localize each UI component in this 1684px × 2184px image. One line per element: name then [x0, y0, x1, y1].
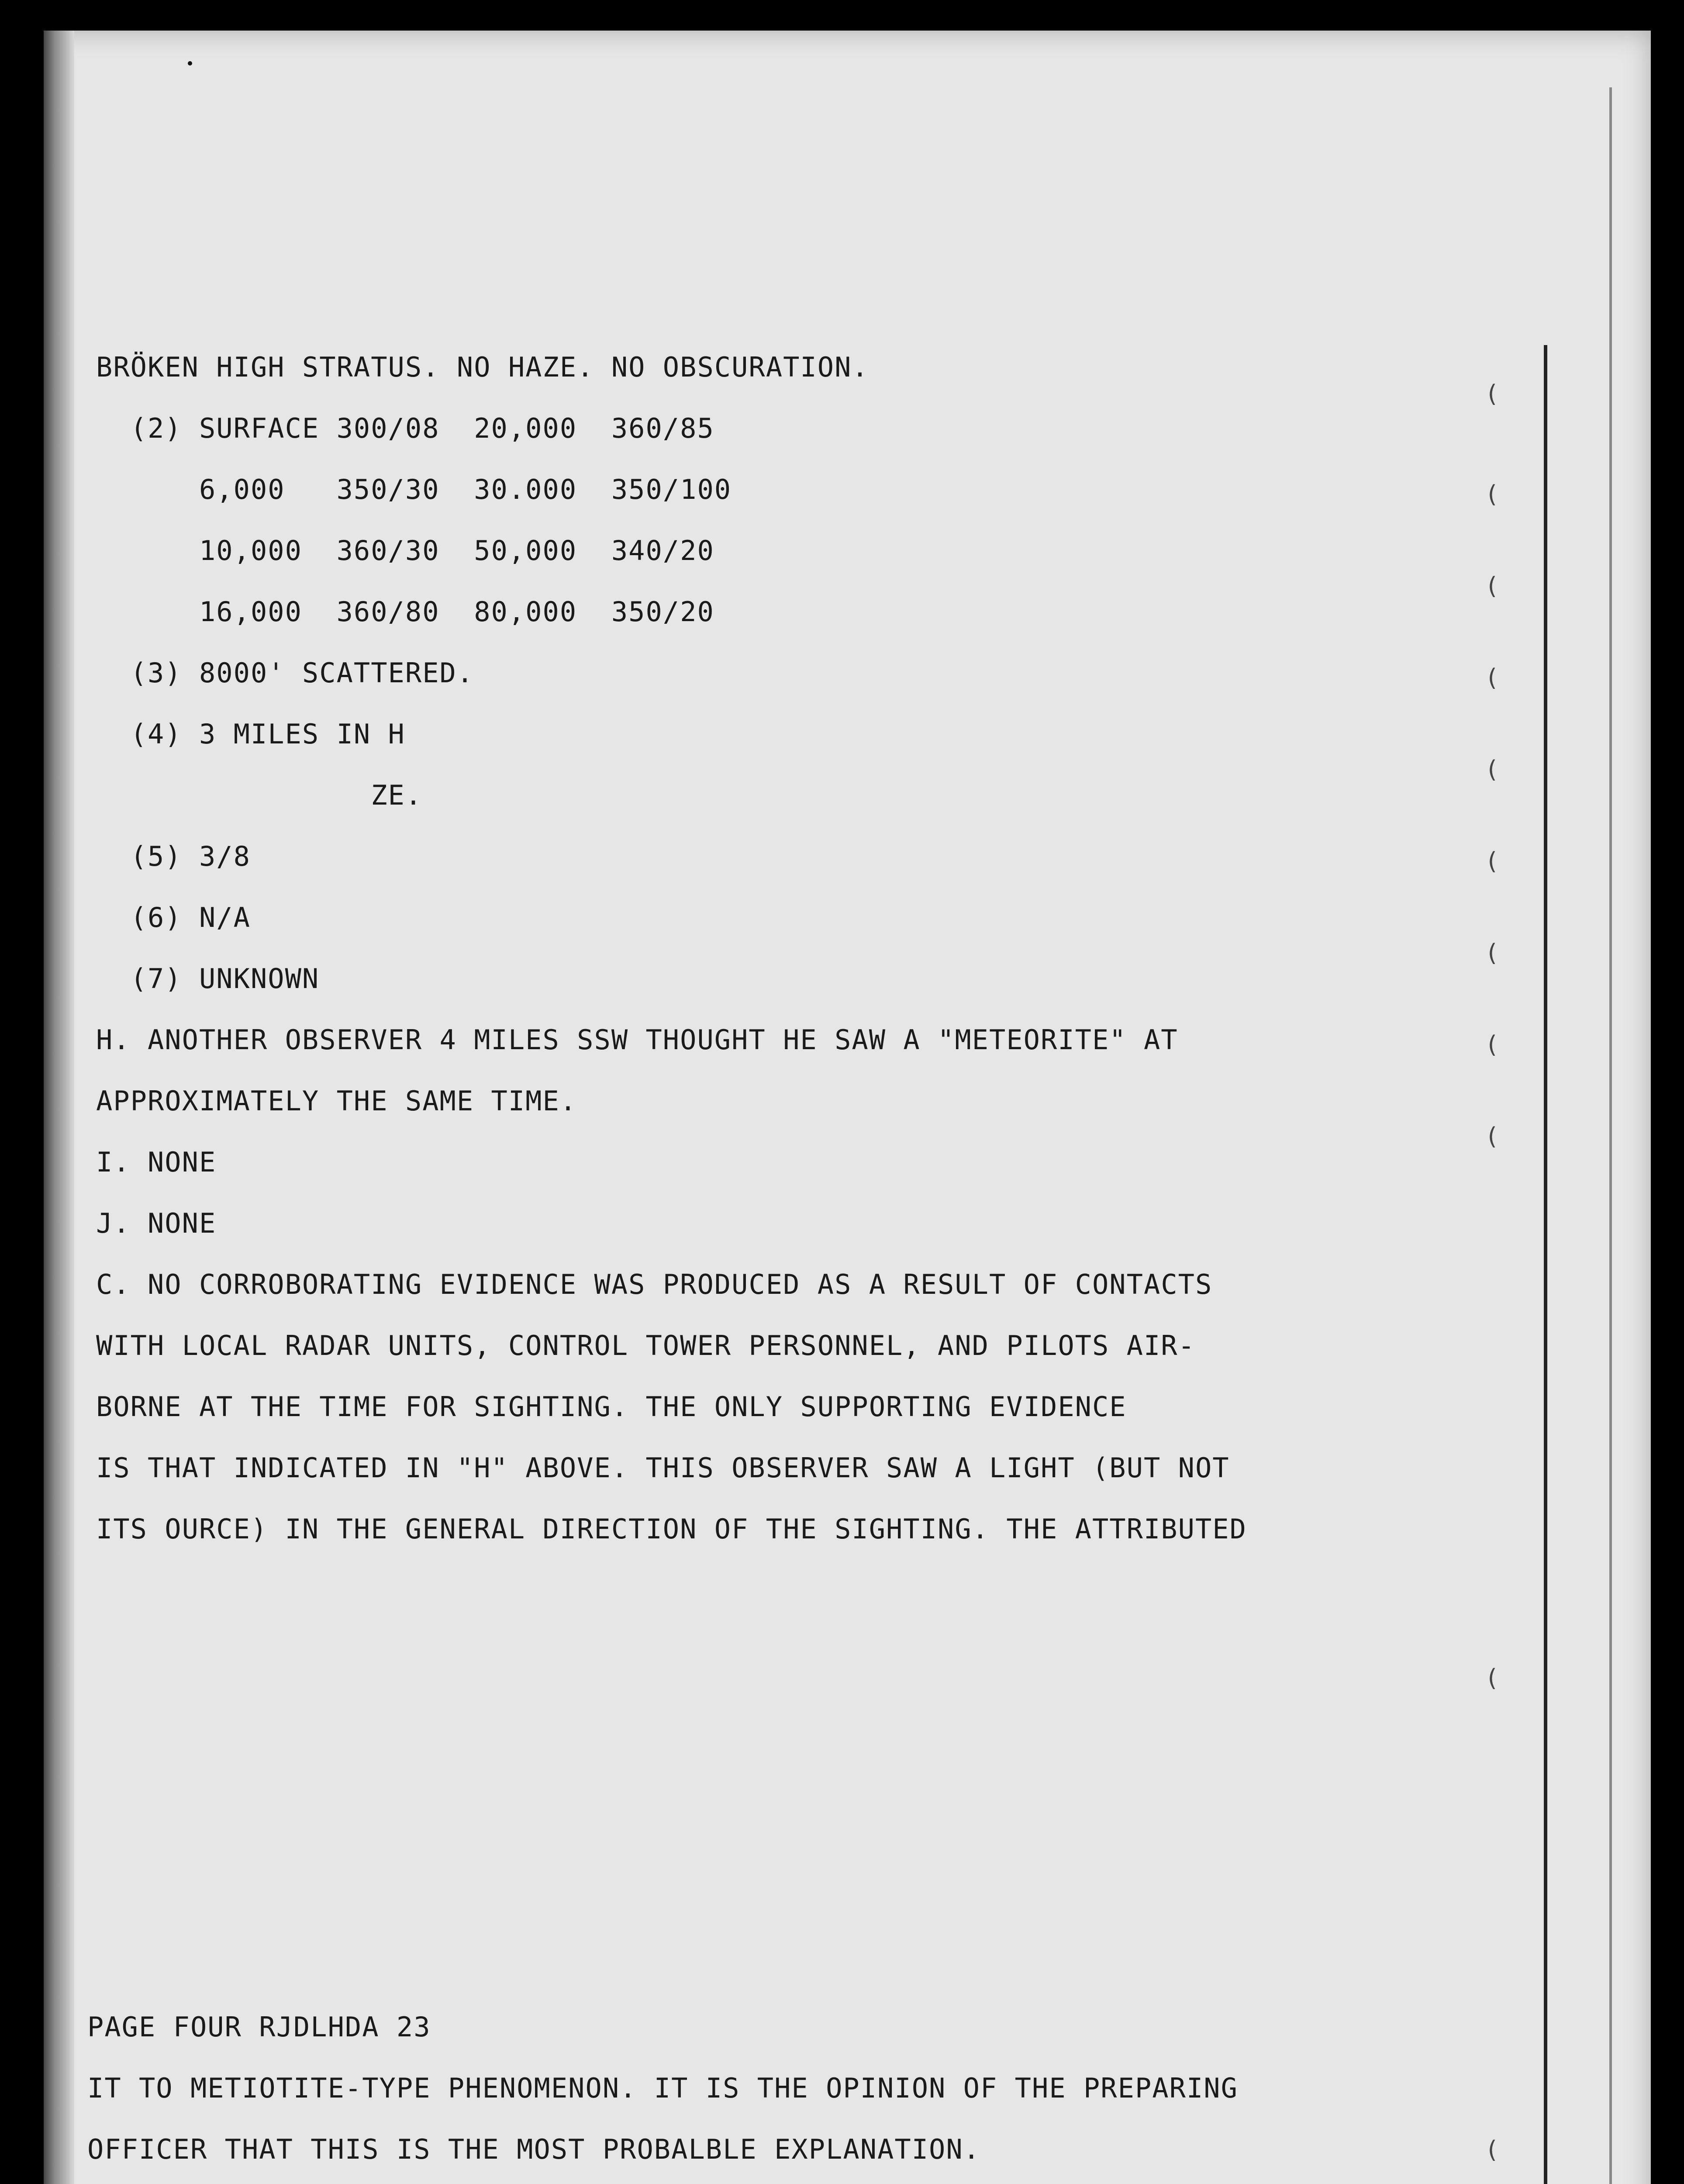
page-edge-shadow — [44, 31, 74, 2184]
margin-mark: ( — [1485, 480, 1499, 508]
text-line: J. NONE — [96, 1207, 217, 1239]
margin-mark: ( — [1485, 939, 1499, 967]
text-line: IT TO METIOTITE-TYPE PHENOMENON. IT IS THE OPINION OF THE PREPARING — [87, 2072, 1238, 2104]
margin-mark: ( — [1485, 1664, 1499, 1692]
text-line: 16,000 360/80 80,000 350/20 — [96, 596, 714, 628]
text-line: BRÖKEN HIGH STRATUS. NO HAZE. NO OBSCURATION. — [96, 351, 869, 383]
margin-mark: ( — [1485, 572, 1499, 600]
margin-mark: ( — [1485, 380, 1499, 408]
text-line: C. NO CORROBORATING EVIDENCE WAS PRODUCED AS A RESULT OF CONTACTS — [96, 1268, 1213, 1300]
right-margin-rule — [1544, 345, 1547, 2184]
text-line: PAGE FOUR RJDLHDA 23 — [87, 2011, 431, 2043]
margin-mark: ( — [1485, 756, 1499, 783]
text-line: APPROXIMATELY THE SAME TIME. — [96, 1085, 577, 1117]
margin-mark: ( — [1485, 664, 1499, 691]
text-line: (2) SURFACE 300/08 20,000 360/85 — [96, 412, 714, 444]
text-line: (4) 3 MILES IN H — [96, 718, 405, 750]
text-line: H. ANOTHER OBSERVER 4 MILES SSW THOUGHT HE SAW A "METEORITE" AT — [96, 1024, 1178, 1056]
right-page-edge — [1609, 87, 1612, 2184]
margin-mark: ( — [1485, 847, 1499, 875]
margin-mark: ( — [1485, 2136, 1499, 2163]
text-line: I. NONE — [96, 1146, 217, 1178]
text-line: ZE. — [96, 779, 423, 811]
text-line: (5) 3/8 — [96, 840, 251, 872]
text-line: BORNE AT THE TIME FOR SIGHTING. THE ONLY SUPPORTING EVIDENCE — [96, 1391, 1127, 1423]
text-line: 6,000 350/30 30.000 350/100 — [96, 473, 732, 505]
text-line: ITS OURCE) IN THE GENERAL DIRECTION OF THE SIGHTING. THE ATTRIBUTED — [96, 1513, 1247, 1545]
margin-mark: ( — [1485, 1031, 1499, 1058]
text-line: (6) N/A — [96, 902, 251, 933]
margin-mark: ( — [1485, 1123, 1499, 1150]
text-line: (7) UNKNOWN — [96, 963, 320, 995]
ink-dot — [188, 61, 192, 66]
text-line: 10,000 360/30 50,000 340/20 — [96, 535, 714, 567]
text-line: (3) 8000' SCATTERED. — [96, 657, 474, 689]
text-line: OFFICER THAT THIS IS THE MOST PROBALBLE EXPLANATION. — [87, 2133, 981, 2165]
text-line: WITH LOCAL RADAR UNITS, CONTROL TOWER PERSONNEL, AND PILOTS AIR- — [96, 1330, 1195, 1362]
text-line: IS THAT INDICATED IN "H" ABOVE. THIS OBSERVER SAW A LIGHT (BUT NOT — [96, 1452, 1230, 1484]
document-page — [44, 31, 1651, 2184]
